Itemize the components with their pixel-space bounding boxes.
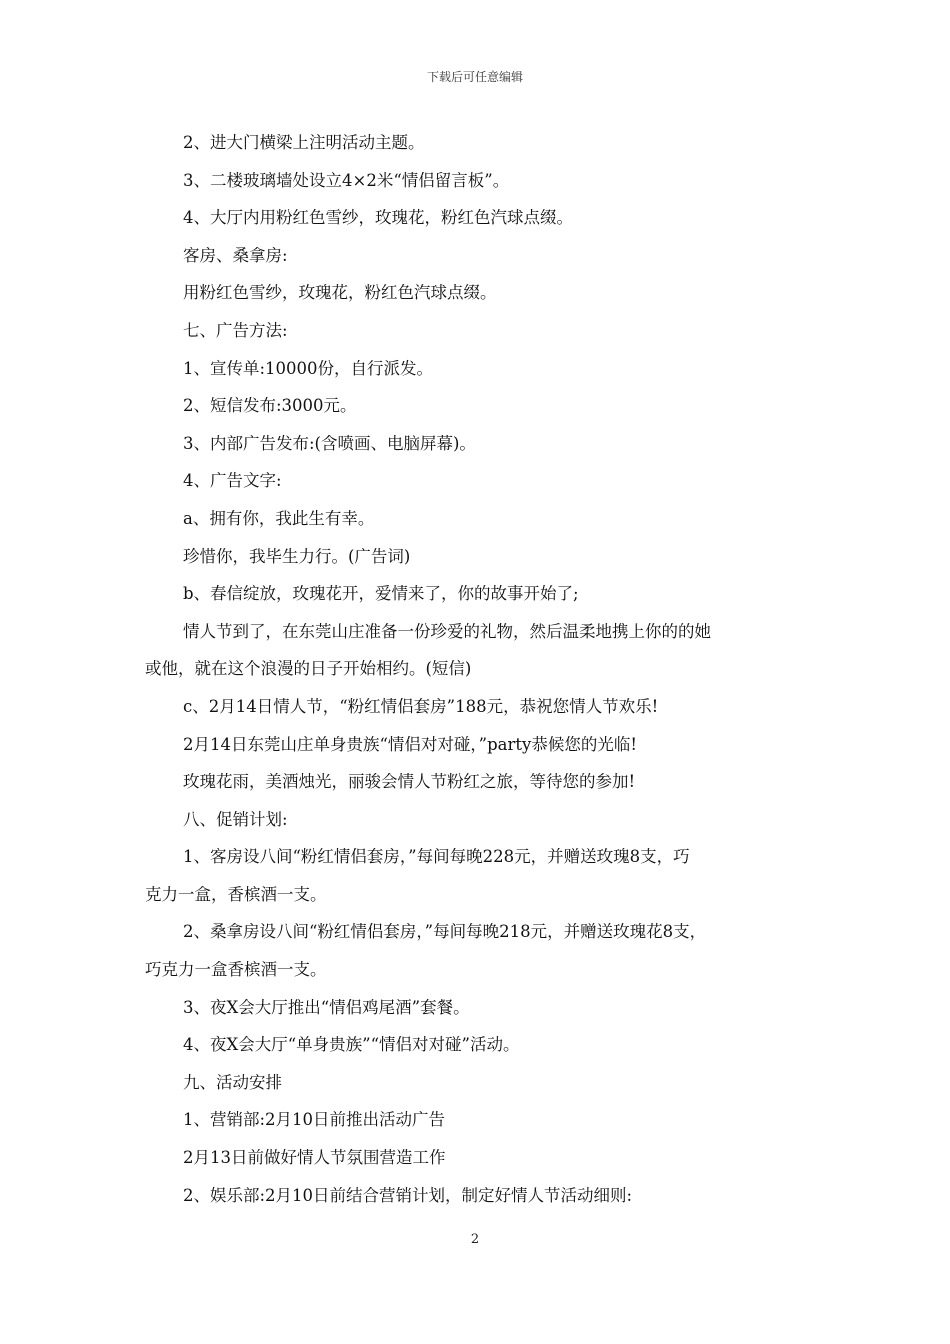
paragraph-line: b、春信绽放，玫瑰花开，爱情来了，你的故事开始了; [183,584,579,604]
paragraph-line: a、拥有你，我此生有幸。 [183,508,375,528]
paragraph-line: 4、夜X会大厅“单身贵族”“情侣对对碰”活动。 [183,1035,520,1055]
paragraph-line: 2月13日前做好情人节氛围营造工作 [183,1148,446,1168]
paragraph-line: 克力一盒，香槟酒一支。 [145,884,327,904]
paragraph-line: 玫瑰花雨，美酒烛光，丽骏会情人节粉红之旅，等待您的参加! [183,772,636,792]
paragraph-line: 3、二楼玻璃墙处设立4×2米“情侣留言板”。 [183,170,510,190]
paragraph-line: 3、夜X会大厅推出“情侣鸡尾酒”套餐。 [183,997,470,1017]
paragraph-line: 客房、桑拿房: [183,245,288,265]
paragraph-line: 1、营销部:2月10日前推出活动广告 [183,1110,446,1130]
paragraph-line: 巧克力一盒香槟酒一支。 [145,960,327,980]
paragraph-line: 珍惜你，我毕生力行。(广告词) [183,546,411,566]
paragraph-line: 情人节到了，在东莞山庄准备一份珍爱的礼物，然后温柔地携上你的的她 [183,621,711,641]
paragraph-line: 或他，就在这个浪漫的日子开始相约。(短信) [145,659,472,679]
page-header: 下载后可任意编辑 [426,70,523,84]
paragraph-line: 用粉红色雪纱，玫瑰花，粉红色汽球点缀。 [183,283,497,303]
paragraph-line: 1、客房设八间“粉红情侣套房，”每间每晚228元，并赠送玫瑰8支，巧 [183,847,690,867]
paragraph-line: 2、娱乐部:2月10日前结合营销计划，制定好情人节活动细则: [183,1185,633,1205]
section-heading: 九、活动安排 [183,1072,282,1092]
paragraph-line: 2月14日东莞山庄单身贵族“情侣对对碰，”party恭候您的光临! [183,734,637,754]
page-number: 2 [470,1232,480,1247]
paragraph-line: 4、大厅内用粉红色雪纱，玫瑰花，粉红色汽球点缀。 [183,208,573,228]
paragraph-line: 2、短信发布:3000元。 [183,396,357,416]
paragraph-line: 3、内部广告发布:(含喷画、电脑屏幕)。 [183,433,476,453]
paragraph-line: 4、广告文字: [183,471,282,491]
section-heading: 七、广告方法: [183,320,288,340]
paragraph-line: 1、宣传单:10000份，自行派发。 [183,358,434,378]
paragraph-line: c、2月14日情人节，“粉红情侣套房”188元，恭祝您情人节欢乐! [183,696,659,716]
section-heading: 八、促销计划: [183,809,288,829]
document-body [145,124,815,1214]
paragraph-line: 2、进大门横梁上注明活动主题。 [183,133,425,152]
paragraph-line: 2、桑拿房设八间“粉红情侣套房，”每间每晚218元，并赠送玫瑰花8支， [183,922,707,942]
